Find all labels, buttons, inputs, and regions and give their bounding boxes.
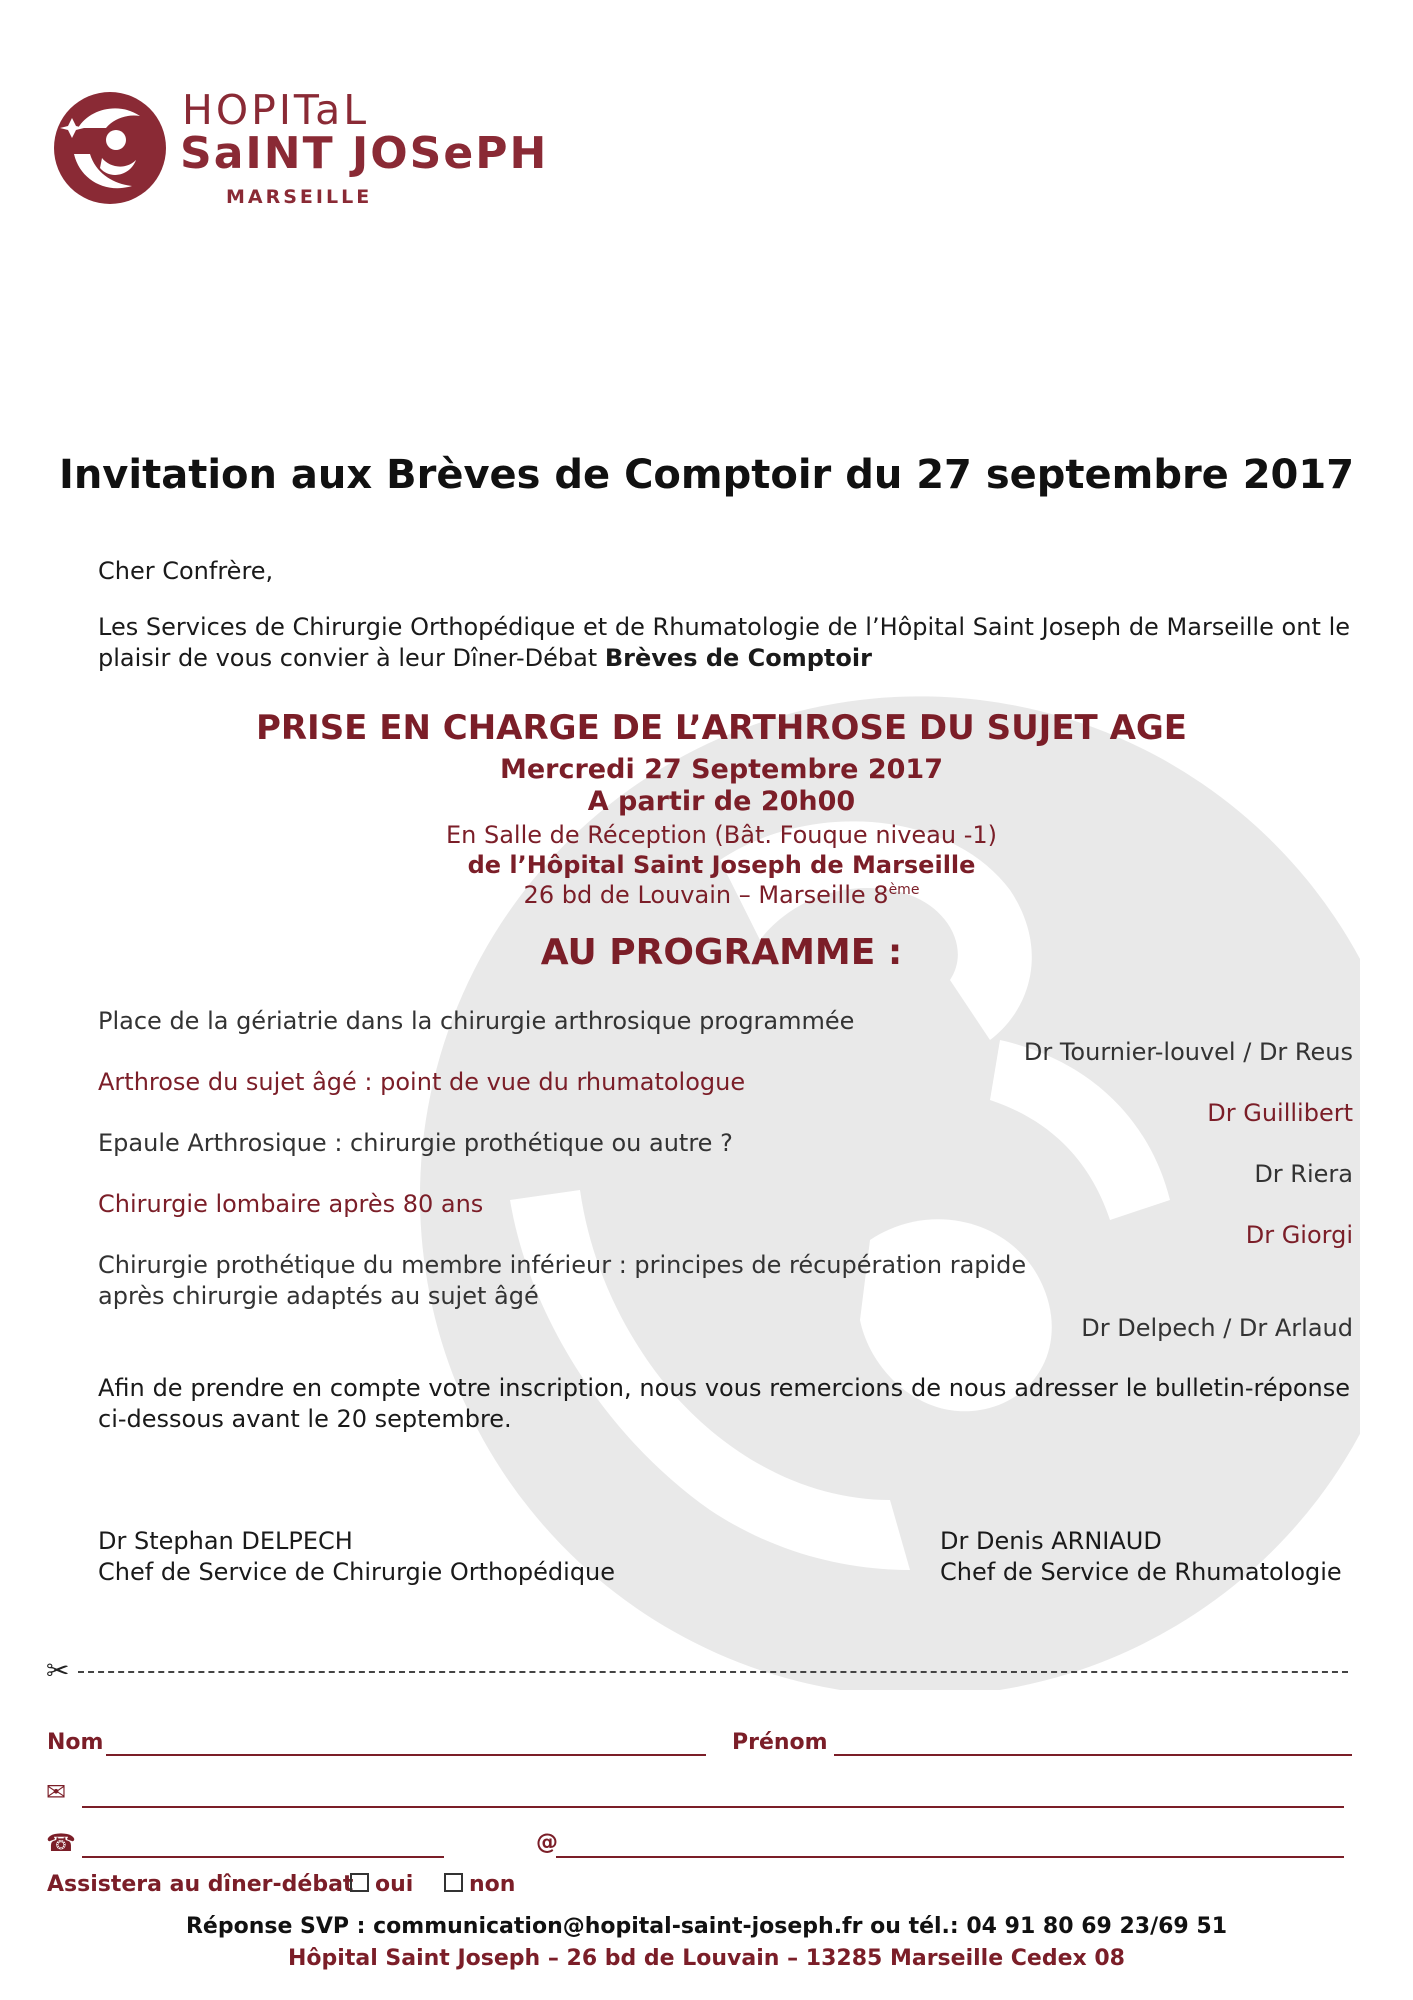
envelope-icon: ✉ [46, 1778, 67, 1806]
program-item-topic-cont: après chirurgie adaptés au sujet âgé [98, 1282, 539, 1310]
address-field[interactable] [82, 1806, 1344, 1808]
intro-emphasis: Brèves de Comptoir [604, 644, 872, 672]
signature-name: Dr Stephan DELPECH [98, 1527, 353, 1555]
nom-label: Nom [47, 1730, 104, 1755]
attend-yes-option[interactable] [350, 1872, 413, 1897]
scissors-icon: ✂ [46, 1654, 70, 1687]
signature-right [940, 1526, 1342, 1588]
event-time: A partir de 20h00 [587, 786, 856, 817]
logo-line-saint-joseph: SaINT JOSePH [180, 128, 549, 179]
hospital-logo [50, 88, 570, 218]
signature-name: Dr Denis ARNIAUD [940, 1527, 1162, 1555]
event-address-sup: ème [888, 882, 920, 898]
logo-line-hopital: HOPITaL [182, 86, 370, 134]
program-item-topic: Chirurgie prothétique du membre inférieur : principes de récupération rapide [98, 1251, 1027, 1279]
prenom-field[interactable] [834, 1754, 1352, 1756]
cut-line [78, 1671, 1348, 1673]
event-topic: PRISE EN CHARGE DE L’ARTHROSE DU SUJET AGE [255, 708, 1188, 748]
program-item-topic: Epaule Arthrosique : chirurgie prothétique ou autre ? [98, 1129, 733, 1157]
logo-emblem-icon [50, 88, 170, 208]
program-item-topic: Arthrose du sujet âgé : point de vue du rhumatologue [98, 1068, 746, 1096]
logo-line-marseille: MARSEILLE [226, 186, 373, 208]
no-label: non [469, 1872, 516, 1897]
event-address-text: 26 bd de Louvain – Marseille 8 [523, 881, 889, 909]
program-item-topic: Chirurgie lombaire après 80 ans [98, 1190, 484, 1218]
email-at-label: @ [536, 1830, 558, 1855]
signature-role: Chef de Service de Chirurgie Orthopédique [98, 1558, 616, 1586]
checkbox-no[interactable] [444, 1873, 463, 1892]
attend-no-option[interactable] [444, 1872, 515, 1897]
event-address [15, 881, 1413, 909]
program-item-speaker: Dr Giorgi [1245, 1221, 1353, 1249]
attend-label: Assistera au dîner-débat [47, 1872, 354, 1897]
program-item-speaker: Dr Tournier-louvel / Dr Reus [1023, 1038, 1353, 1066]
checkbox-yes[interactable] [350, 1873, 369, 1892]
greeting: Cher Confrère, [98, 557, 274, 585]
footer-address: Hôpital Saint Joseph – 26 bd de Louvain – 13285 Marseille Cedex 08 [288, 1946, 1125, 1971]
closing-paragraph: Afin de prendre en compte votre inscription, nous vous remercions de nous adresser le bulletin-réponse ci-dessous avant le 20 septembre. [98, 1374, 1350, 1433]
signature-left [98, 1526, 615, 1588]
yes-label: oui [375, 1872, 414, 1897]
footer-rsvp: Réponse SVP : communication@hopital-saint-joseph.fr ou tél.: 04 91 80 69 23/69 51 [185, 1914, 1228, 1939]
event-date: Mercredi 27 Septembre 2017 [499, 754, 944, 785]
phone-field[interactable] [82, 1856, 444, 1858]
nom-field[interactable] [106, 1754, 706, 1756]
event-room: En Salle de Réception (Bât. Fouque niveau -1) [445, 821, 998, 849]
intro-text: Les Services de Chirurgie Orthopédique et de Rhumatologie de l’Hôpital Saint Joseph de Marseille ont le plaisir de vous convier à leur Dîner-Débat [98, 613, 1350, 672]
page-title: Invitation aux Brèves de Comptoir du 27 septembre 2017 [58, 452, 1355, 498]
event-venue: de l’Hôpital Saint Joseph de Marseille [467, 851, 976, 879]
program-item-topic: Place de la gériatrie dans la chirurgie arthrosique programmée [98, 1007, 855, 1035]
phone-icon: ☎ [46, 1829, 76, 1857]
prenom-label: Prénom [732, 1730, 828, 1755]
program-item-speaker: Dr Guillibert [1207, 1099, 1353, 1127]
program-heading: AU PROGRAMME : [540, 932, 903, 973]
program-item-speaker: Dr Delpech / Dr Arlaud [1081, 1314, 1353, 1342]
signature-role: Chef de Service de Rhumatologie [940, 1558, 1342, 1586]
program-item-speaker: Dr Riera [1254, 1160, 1353, 1188]
intro-paragraph [98, 612, 1350, 674]
email-field[interactable] [556, 1856, 1344, 1858]
